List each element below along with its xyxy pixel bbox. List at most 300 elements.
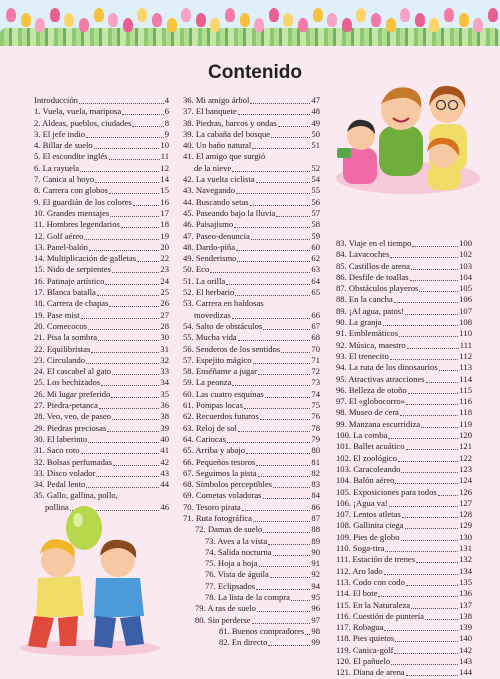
toc-entry xyxy=(34,174,169,185)
toc-entry-title: 85. Castillos de arena xyxy=(336,260,410,271)
toc-dot-leader xyxy=(256,457,310,466)
toc-column-2 xyxy=(183,95,320,649)
toc-entry-title: 89. ¡Al agua, patos! xyxy=(336,305,405,316)
toc-entry xyxy=(183,276,320,287)
toc-entry-title: 38. Piedras, barcos y ondas xyxy=(183,117,277,128)
toc-page-number: 68 xyxy=(311,332,320,343)
toc-entry xyxy=(336,317,472,328)
toc-entry-title: 56. Senderos de los sentidos xyxy=(183,343,281,354)
toc-page-number: 52 xyxy=(311,162,320,173)
toc-entry xyxy=(183,434,320,445)
flower-icon xyxy=(283,13,293,27)
toc-entry-title: 105. Exposiciones para todos xyxy=(336,486,437,497)
toc-page-number: 8 xyxy=(164,117,169,128)
toc-dot-leader xyxy=(406,667,458,676)
toc-entry-title: 24. El cascabel al gato xyxy=(34,366,112,377)
toc-entry xyxy=(34,151,169,162)
toc-page-number: 42 xyxy=(160,456,169,467)
toc-dot-leader xyxy=(109,298,159,307)
father-shirt xyxy=(379,126,423,176)
toc-dot-leader xyxy=(406,396,458,405)
toc-dot-leader xyxy=(99,400,159,409)
flower-icon xyxy=(342,18,352,32)
toc-page-number: 50 xyxy=(311,128,320,139)
toc-entry xyxy=(183,603,320,614)
toc-entry xyxy=(34,344,169,355)
toc-dot-leader xyxy=(273,547,311,556)
toc-entry xyxy=(183,400,320,411)
toc-entry xyxy=(336,453,472,464)
toc-page-number: 84 xyxy=(311,490,320,501)
toc-entry-title: 21. Pisa la sombra xyxy=(34,332,98,343)
toc-page-number: 118 xyxy=(459,407,472,418)
toc-entry-title: 16. Patinaje artístico xyxy=(34,275,105,286)
toc-entry xyxy=(336,622,472,633)
toc-entry xyxy=(336,374,472,385)
toc-column-1 xyxy=(34,95,169,513)
toc-entry xyxy=(34,298,169,309)
toc-entry xyxy=(183,197,320,208)
toc-entry xyxy=(183,569,320,580)
toc-column-3 xyxy=(336,238,472,679)
flower-icon xyxy=(64,13,74,27)
toc-entry-title: 66. Pequeños tesoros xyxy=(183,456,256,467)
flower-icon xyxy=(415,13,425,27)
toc-entry xyxy=(336,340,472,351)
toc-dot-leader xyxy=(263,490,311,499)
toc-dot-leader xyxy=(96,468,159,477)
toc-entry-title: 10. Grandes mensajes xyxy=(34,207,110,218)
toc-dot-leader xyxy=(107,423,159,432)
flower-icon xyxy=(94,8,104,22)
toc-entry xyxy=(336,656,472,667)
toc-entry xyxy=(183,106,320,117)
toc-page-number: 14 xyxy=(160,174,169,185)
toc-page-number: 70 xyxy=(311,343,320,354)
toc-entry xyxy=(336,238,472,249)
toc-entry xyxy=(336,667,472,678)
toc-entry-title: 31. Saco roto xyxy=(34,445,80,456)
toc-page-number: 73 xyxy=(311,377,320,388)
toc-dot-leader xyxy=(232,377,310,386)
toc-dot-leader xyxy=(110,208,159,217)
toc-dot-leader xyxy=(263,524,310,533)
toc-page-number: 90 xyxy=(311,546,320,557)
toc-dot-leader xyxy=(378,588,458,597)
toc-page-number: 121 xyxy=(459,441,472,452)
toc-dot-leader xyxy=(250,95,310,104)
kids-with-balloon-illustration xyxy=(8,498,173,656)
toc-entry xyxy=(183,558,320,569)
toc-entry-title: Introducción xyxy=(34,95,78,105)
toc-entry-title: 108. Gallinita ciega xyxy=(336,520,404,531)
toc-dot-leader xyxy=(252,615,311,624)
toc-entry xyxy=(183,321,320,332)
toc-entry xyxy=(336,611,472,622)
toc-dot-leader xyxy=(273,479,310,488)
toc-entry xyxy=(336,554,472,565)
toc-entry xyxy=(183,513,320,524)
flower-icon xyxy=(181,8,191,22)
toc-entry xyxy=(183,389,320,400)
toc-page-number: 41 xyxy=(160,445,169,456)
toc-dot-leader xyxy=(122,106,164,115)
toc-entry xyxy=(183,219,320,230)
toc-page-number: 40 xyxy=(160,433,169,444)
toc-page-number: 12 xyxy=(160,162,169,173)
toc-entry xyxy=(336,407,472,418)
toc-dot-leader xyxy=(94,140,160,149)
toc-entry-title: 19. Pase mist xyxy=(34,309,80,320)
toc-dot-leader xyxy=(250,197,311,206)
toc-entry xyxy=(34,276,169,287)
toc-page-number: 54 xyxy=(311,174,320,185)
toc-dot-leader xyxy=(281,344,310,353)
toc-entry-title: 98. Museo de cera xyxy=(336,407,399,418)
toc-page-number: 128 xyxy=(459,509,472,520)
toc-entry-title: 88. En la cancha xyxy=(336,294,393,305)
toc-dot-leader xyxy=(260,411,311,420)
toc-dot-leader xyxy=(88,434,159,443)
toc-entry-title: 107. Lentos atletas xyxy=(336,509,401,520)
toc-page-number: 120 xyxy=(459,430,472,441)
toc-page-number: 66 xyxy=(311,309,320,320)
toc-entry xyxy=(34,95,169,106)
toc-page-number: 86 xyxy=(311,501,320,512)
toc-page-number: 26 xyxy=(160,298,169,309)
toc-entry-title: 41. El amigo que surgió xyxy=(183,151,266,162)
toc-entry-title: 104. Balón aéreo xyxy=(336,475,395,486)
toc-page-number: 82 xyxy=(311,467,320,478)
balloon xyxy=(66,506,102,550)
toc-entry-title: 1. Vuela, vuela, mariposa xyxy=(34,106,122,117)
toc-dot-leader xyxy=(438,487,458,496)
toc-dot-leader xyxy=(244,400,310,409)
toc-entry xyxy=(183,151,320,162)
toc-dot-leader xyxy=(270,569,311,578)
toc-page-number: 91 xyxy=(311,558,320,569)
toc-entry-title: 14. Multiplicación de galletas xyxy=(34,253,137,264)
toc-dot-leader xyxy=(278,118,311,127)
toc-entry xyxy=(34,163,169,174)
toc-entry xyxy=(336,249,472,260)
toc-page-number: 104 xyxy=(459,271,472,282)
toc-dot-leader xyxy=(400,407,458,416)
toc-entry xyxy=(336,645,472,656)
toc-entry-title: 79. A ras de suelo xyxy=(195,603,256,614)
toc-entry xyxy=(34,457,169,468)
toc-entry-title: 80. Sin perderse xyxy=(195,614,251,625)
toc-entry xyxy=(183,332,320,343)
toc-entry-title: 119. Canica-golf xyxy=(336,644,394,655)
toc-entry xyxy=(183,355,320,366)
toc-entry-title: movedizas xyxy=(194,309,231,320)
toc-dot-leader xyxy=(263,321,310,330)
toc-page-number: 34 xyxy=(160,377,169,388)
toc-entry xyxy=(34,479,169,490)
toc-page-number: 129 xyxy=(459,520,472,531)
flower-icon xyxy=(21,13,31,27)
toc-dot-leader xyxy=(238,106,311,115)
toc-dot-leader xyxy=(133,197,160,206)
toc-dot-leader xyxy=(86,129,164,138)
toc-entry xyxy=(34,208,169,219)
toc-entry-title: 61. Pompas locas xyxy=(183,400,243,411)
toc-entry-title: 96. Belleza de otoño xyxy=(336,384,407,395)
toc-page-number: 38 xyxy=(160,411,169,422)
toc-dot-leader xyxy=(234,219,310,228)
toc-entry xyxy=(183,592,320,603)
toc-entry-title: 94. La ruta de los dinosaurios xyxy=(336,362,438,373)
toc-dot-leader xyxy=(439,362,459,371)
toc-entry xyxy=(336,532,472,543)
toc-dot-leader xyxy=(112,366,159,375)
toc-entry-title: 100. La comba xyxy=(336,430,388,441)
toc-dot-leader xyxy=(385,543,458,552)
toc-dot-leader xyxy=(402,509,458,518)
toc-entry-title: 77. Eclipsados xyxy=(205,580,256,591)
toc-dot-leader xyxy=(399,328,458,337)
toc-entry-title: 28. Veo, veo, de paseo xyxy=(34,411,111,422)
toc-dot-leader xyxy=(232,310,311,319)
toc-page-number: 62 xyxy=(311,253,320,264)
toc-page-number: 97 xyxy=(311,614,320,625)
left-kid-shirt xyxy=(36,576,84,618)
toc-dot-leader xyxy=(394,645,458,654)
toc-entry xyxy=(34,468,169,479)
toc-entry xyxy=(183,118,320,129)
toc-entry-title: 49. Senderismo xyxy=(183,253,237,264)
flower-icon xyxy=(356,8,366,22)
toc-entry xyxy=(336,396,472,407)
toc-entry-title: 32. Bolsas perfumadas xyxy=(34,456,113,467)
toc-page-number: 138 xyxy=(459,610,472,621)
toc-entry-title: 95. Atractivas atracciones xyxy=(336,373,425,384)
toc-entry-title: 113. Codo con codo xyxy=(336,576,405,587)
toc-page-number: 19 xyxy=(160,230,169,241)
toc-page-number: 79 xyxy=(311,433,320,444)
toc-page-number: 17 xyxy=(160,207,169,218)
toc-entry-title: 69. Cometas voladoras xyxy=(183,490,262,501)
toc-entry xyxy=(183,615,320,626)
toc-entry-title: 87. Obstáculos playeros xyxy=(336,283,419,294)
toc-dot-leader xyxy=(405,520,459,529)
toc-dot-leader xyxy=(236,185,310,194)
toc-dot-leader xyxy=(253,513,310,522)
toc-entry-title: 81. Buenos compradores xyxy=(219,625,305,636)
toc-entry-title: 13. Panel-balón xyxy=(34,241,88,252)
flower-icon xyxy=(240,13,250,27)
toc-entry-title: 37. El banquete xyxy=(183,106,237,117)
toc-page-number: 112 xyxy=(459,350,472,361)
toc-entry-title: 50. Eco xyxy=(183,264,210,275)
toc-page-number: 92 xyxy=(311,569,320,580)
toc-dot-leader xyxy=(80,163,159,172)
toc-page-number: 32 xyxy=(160,354,169,365)
toc-entry-title: 25. Los hechizados xyxy=(34,377,101,388)
toc-entry xyxy=(336,306,472,317)
toc-page-number: 142 xyxy=(459,644,472,655)
toc-page-number: 49 xyxy=(311,117,320,128)
toc-page-number: 6 xyxy=(164,106,169,117)
toc-dot-leader xyxy=(410,272,459,281)
flower-icon xyxy=(444,8,454,22)
toc-page-number: 47 xyxy=(311,95,320,105)
toc-dot-leader xyxy=(390,249,458,258)
toc-entry xyxy=(336,633,472,644)
toc-entry xyxy=(183,129,320,140)
toc-entry-title: 70. Tesoro pirata xyxy=(183,501,241,512)
toc-entry xyxy=(183,637,320,648)
toc-dot-leader xyxy=(88,321,159,330)
toc-entry xyxy=(34,423,169,434)
toc-entry xyxy=(34,411,169,422)
toc-dot-leader xyxy=(421,419,458,428)
toc-entry-title: 92. Música, maestro xyxy=(336,339,406,350)
flower-icon xyxy=(35,18,45,32)
toc-entry-title: 7. Canica al hoyo xyxy=(34,174,95,185)
toc-dot-leader xyxy=(86,479,159,488)
toc-page-number: 134 xyxy=(459,565,472,576)
toc-entry xyxy=(336,441,472,452)
toc-entry-title: 99. Manzana escurridiza xyxy=(336,418,421,429)
toc-dot-leader xyxy=(109,185,159,194)
toc-dot-leader xyxy=(238,332,311,341)
toc-entry-title: 48. Dardo-piña xyxy=(183,241,236,252)
toc-page-number: 140 xyxy=(459,633,472,644)
flower-icon xyxy=(108,13,118,27)
toc-entry-title: 35. Gallo, gallina, pollo, xyxy=(34,490,118,501)
toc-dot-leader xyxy=(256,581,310,590)
toc-dot-leader xyxy=(305,626,310,635)
toc-entry xyxy=(336,283,472,294)
toc-page-number: 105 xyxy=(459,283,472,294)
toc-entry xyxy=(336,385,472,396)
toc-entry-title: 120. El pañuelo xyxy=(336,655,391,666)
toc-dot-leader xyxy=(426,374,459,383)
toc-entry-title: 15. Nido de serpientes xyxy=(34,264,111,275)
toc-dot-leader xyxy=(236,242,310,251)
toc-page-number: 39 xyxy=(160,422,169,433)
toc-page-number: 102 xyxy=(459,249,472,260)
toc-entry-title: 63. Reloj de sol xyxy=(183,422,237,433)
toc-entry xyxy=(34,264,169,275)
flower-icon xyxy=(196,13,206,27)
flower-icon xyxy=(269,8,279,22)
toc-page-number: 48 xyxy=(311,106,320,117)
toc-entry xyxy=(183,264,320,275)
toc-dot-leader xyxy=(384,622,458,631)
flower-icon xyxy=(123,18,133,32)
toc-dot-leader xyxy=(419,283,458,292)
flower-border xyxy=(0,0,500,50)
toc-dot-leader xyxy=(258,468,311,477)
right-kid-shirt xyxy=(94,578,144,618)
toc-page-number: 25 xyxy=(160,287,169,298)
toc-entry-title: 52. El herbario xyxy=(183,287,235,298)
toc-entry xyxy=(336,294,472,305)
toc-page-number: 59 xyxy=(311,230,320,241)
toc-entry-title: 72. Damas de suelo xyxy=(195,524,263,535)
toc-entry-title: 17. Blanca batalla xyxy=(34,287,96,298)
toc-page-number: 113 xyxy=(459,362,472,373)
toc-entry xyxy=(183,140,320,151)
toc-entry xyxy=(34,253,169,264)
toc-dot-leader xyxy=(408,385,459,394)
toc-dot-leader xyxy=(390,351,459,360)
toc-dot-leader xyxy=(238,423,310,432)
toc-entry xyxy=(336,475,472,486)
toc-entry xyxy=(34,185,169,196)
toc-page-number: 71 xyxy=(311,354,320,365)
toc-entry xyxy=(34,377,169,388)
toc-entry-title: 84. Lavacoches xyxy=(336,249,390,260)
toc-entry-title: 117. Robagua xyxy=(336,622,384,633)
toc-dot-leader xyxy=(258,366,310,375)
flower-icon xyxy=(400,8,410,22)
toc-entry xyxy=(336,498,472,509)
toc-page-number: 96 xyxy=(311,603,320,614)
toc-page-number: 30 xyxy=(160,332,169,343)
page-title: Contenido xyxy=(208,62,302,83)
toc-entry-title: 11. Hombres legendarios xyxy=(34,219,120,230)
toc-entry xyxy=(336,487,472,498)
toc-entry-title: 101. Ballet acuático xyxy=(336,441,405,452)
toc-entry xyxy=(336,362,472,373)
toc-dot-leader xyxy=(406,577,458,586)
toc-entry-title: 91. Emblemáticos xyxy=(336,328,399,339)
toc-page-number: 72 xyxy=(311,366,320,377)
toc-dot-leader xyxy=(81,445,160,454)
toc-entry-title: 106. ¡Agua va! xyxy=(336,497,388,508)
toc-entry-title: 55. Mucha vida xyxy=(183,332,237,343)
toc-page-number: 44 xyxy=(160,479,169,490)
toc-page-number: 144 xyxy=(459,667,472,678)
girl-dress xyxy=(427,166,461,190)
toc-page-number: 60 xyxy=(311,241,320,252)
toc-entry xyxy=(34,332,169,343)
toc-page-number: 33 xyxy=(160,366,169,377)
toc-dot-leader xyxy=(81,310,160,319)
toc-entry-title: 27. Piedra-petanca xyxy=(34,400,98,411)
toc-page-number: 99 xyxy=(311,637,320,648)
toc-page-number: 20 xyxy=(160,241,169,252)
toc-page-number: 76 xyxy=(311,411,320,422)
toc-entry-title: 5. El escondite inglés xyxy=(34,151,108,162)
toc-entry xyxy=(183,547,320,558)
flower-icon xyxy=(327,13,337,27)
toc-dot-leader xyxy=(226,276,310,285)
toc-page-number: 107 xyxy=(459,305,472,316)
toc-entry xyxy=(183,490,320,501)
toc-entry xyxy=(183,298,320,309)
toc-dot-leader xyxy=(268,637,310,646)
family-illustration xyxy=(333,78,483,196)
toc-dot-leader xyxy=(271,129,310,138)
toc-page-number: 95 xyxy=(311,592,320,603)
toc-entry-title: 22. Equilibristas xyxy=(34,343,91,354)
toc-entry-title: 62. Recuerdos futuros xyxy=(183,411,259,422)
boy-card xyxy=(337,148,351,158)
toc-dot-leader xyxy=(256,174,311,183)
toc-page-number: 9 xyxy=(164,128,169,139)
toc-entry-title: 111. Estación de trenes xyxy=(336,554,416,565)
toc-dot-leader xyxy=(268,536,310,545)
toc-entry-title: 103. Caracoleando xyxy=(336,463,401,474)
toc-page-number: 136 xyxy=(459,588,472,599)
toc-page-number: 75 xyxy=(311,400,320,411)
toc-dot-leader xyxy=(265,389,311,398)
